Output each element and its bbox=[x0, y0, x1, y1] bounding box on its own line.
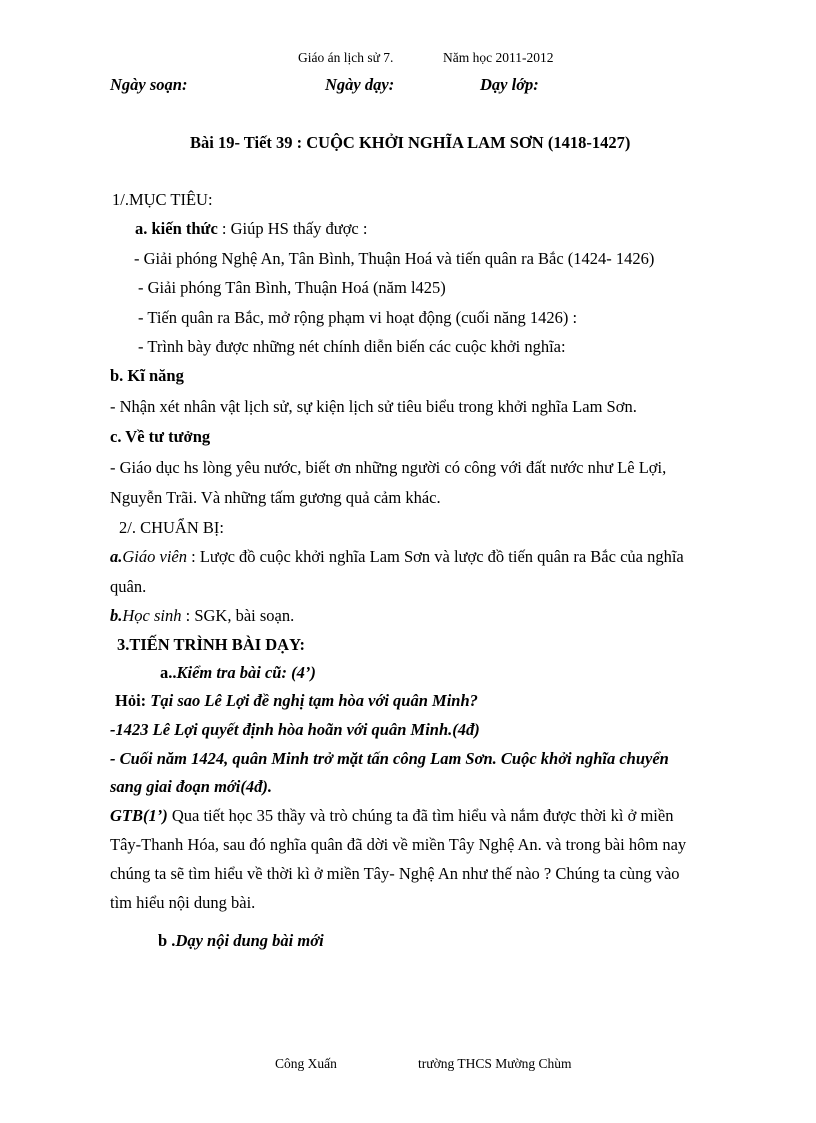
knowledge-line bbox=[135, 219, 367, 239]
header-subject: Giáo án lịch sử 7. bbox=[298, 50, 394, 65]
knowledge-label: a. kiến thức bbox=[135, 219, 218, 238]
check-label: Kiểm tra bài cũ: (4’) bbox=[176, 663, 316, 682]
student-line bbox=[110, 606, 294, 626]
knowledge-item: - Giải phóng Nghệ An, Tân Bình, Thuận Hoá và tiến quân ra Bắc (1424- 1426) bbox=[134, 249, 655, 268]
knowledge-item: - Tiến quân ra Bắc, mở rộng phạm vi hoạt động (cuối năng 1426) : bbox=[138, 308, 578, 327]
new-lesson-label: Dạy nội dung bài mới bbox=[175, 931, 324, 950]
knowledge-item: - Trình bày được những nét chính diễn biến các cuộc khởi nghĩa: bbox=[138, 337, 566, 356]
new-lesson-line bbox=[158, 931, 324, 951]
section1-heading: 1/.MỤC TIÊU: bbox=[112, 190, 213, 209]
attitude-text-2: Nguyễn Trãi. Và những tấm gương quả cảm khác. bbox=[110, 488, 441, 507]
teacher-label: Giáo viên bbox=[122, 547, 187, 566]
lesson-title: Bài 19- Tiết 39 : CUỘC KHỞI NGHĨA LAM SƠN (1418-1427) bbox=[190, 133, 631, 152]
knowledge-text: : Giúp HS thấy được : bbox=[217, 219, 368, 238]
check-line bbox=[160, 663, 316, 683]
section2-heading: 2/. CHUẨN BỊ: bbox=[119, 518, 224, 537]
teacher-text: : Lược đồ cuộc khởi nghĩa Lam Sơn và lược đồ tiến quân ra Bắc của nghĩa bbox=[186, 547, 684, 566]
intro-line-4: tìm hiểu nội dung bài. bbox=[110, 893, 256, 912]
skills-text: - Nhận xét nhân vật lịch sử, sự kiện lịch sử tiêu biểu trong khởi nghĩa Lam Sơn. bbox=[110, 397, 637, 416]
teacher-marker: a. bbox=[110, 547, 123, 566]
intro-line-3: chúng ta sẽ tìm hiểu về thời kì ở miền Tây- Nghệ An như thế nào ? Chúng ta cùng vào bbox=[110, 864, 680, 883]
intro-line-1 bbox=[110, 806, 673, 826]
intro-label: GTB(1’) bbox=[110, 806, 168, 825]
question-label: Hỏi: bbox=[115, 691, 151, 710]
date-prep-label: Ngày soạn: bbox=[110, 75, 188, 94]
check-marker: a.. bbox=[160, 663, 177, 682]
teacher-line bbox=[110, 547, 684, 567]
attitude-text-1: - Giáo dục hs lòng yêu nước, biết ơn những người có công với đất nước như Lê Lợi, bbox=[110, 458, 667, 477]
question-line bbox=[115, 691, 478, 711]
class-label: Dạy lớp: bbox=[480, 75, 539, 94]
header-year: Năm học 2011-2012 bbox=[443, 50, 554, 65]
student-label: Học sinh bbox=[122, 606, 182, 625]
intro-text-1: Qua tiết học 35 thầy và trò chúng ta đã tìm hiểu và nắm được thời kì ở miền bbox=[167, 806, 674, 825]
attitude-heading: c. Về tư tưởng bbox=[110, 427, 211, 446]
teacher-text-2: quân. bbox=[110, 577, 147, 596]
answer-2a: - Cuối năm 1424, quân Minh trở mặt tấn công Lam Sơn. Cuộc khởi nghĩa chuyển bbox=[110, 749, 669, 768]
footer-author: Công Xuấn bbox=[275, 1056, 337, 1071]
answer-2b: sang giai đoạn mới(4đ). bbox=[110, 777, 272, 796]
date-teach-label: Ngày dạy: bbox=[325, 75, 395, 94]
answer-1: -1423 Lê Lợi quyết định hòa hoãn với quân Minh.(4đ) bbox=[110, 720, 480, 739]
student-marker: b. bbox=[110, 606, 123, 625]
student-text: : SGK, bài soạn. bbox=[181, 606, 295, 625]
knowledge-item: - Giải phóng Tân Bình, Thuận Hoá (năm l425) bbox=[138, 278, 446, 297]
skills-heading: b. Kĩ năng bbox=[110, 366, 184, 385]
question-text: Tại sao Lê Lợi đề nghị tạm hòa với quân Minh? bbox=[150, 691, 478, 710]
intro-line-2: Tây-Thanh Hóa, sau đó nghĩa quân đã dời về miền Tây Nghệ An. và trong bài hôm nay bbox=[110, 835, 687, 854]
footer-school: trường THCS Mường Chùm bbox=[418, 1056, 572, 1071]
section3-heading: 3.TIẾN TRÌNH BÀI DẠY: bbox=[117, 635, 305, 654]
new-lesson-marker: b . bbox=[158, 931, 176, 950]
